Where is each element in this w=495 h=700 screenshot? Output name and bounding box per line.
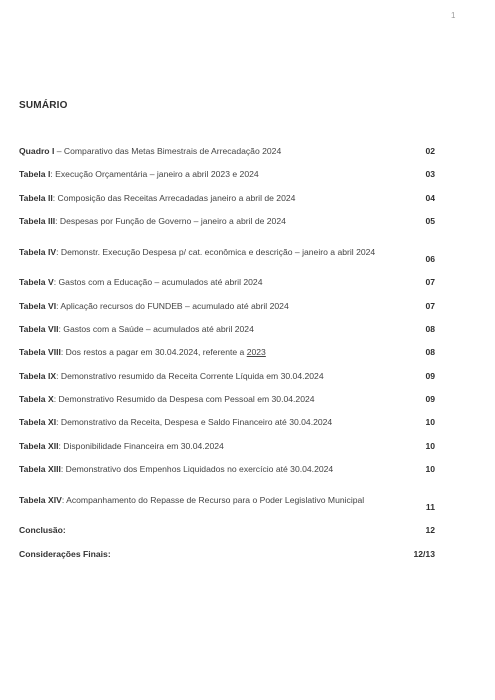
entry-text: : Disponibilidade Financeira em 30.04.2024 bbox=[58, 440, 224, 451]
entry-label: Tabela VIII bbox=[19, 347, 61, 358]
entry-text: : Composição das Receitas Arrecadadas janeiro a abril de 2024 bbox=[52, 192, 296, 203]
entry-page: 09 bbox=[425, 393, 435, 404]
entry-label: Tabela V bbox=[19, 277, 54, 288]
entry-label: Tabela II bbox=[19, 192, 53, 203]
toc-entry-tabela-4 bbox=[19, 239, 439, 265]
entry-label: Conclusão: bbox=[19, 525, 66, 536]
entry-text: : Gastos com a Saúde – acumulados até abril 2024 bbox=[58, 324, 254, 335]
entry-page: 04 bbox=[425, 192, 435, 203]
entry-text: : Demonstrativo resumido da Receita Corrente Líquida em 30.04.2024 bbox=[56, 370, 324, 381]
entry-label: Tabela IV bbox=[19, 247, 57, 258]
toc-entry-tabela-14 bbox=[19, 487, 439, 513]
toc-entry-tabela-11 bbox=[19, 417, 439, 428]
entry-label: Tabela IX bbox=[19, 370, 57, 381]
table-of-contents bbox=[19, 146, 439, 572]
entry-page: 08 bbox=[425, 347, 435, 358]
toc-entry-tabela-1 bbox=[19, 169, 439, 180]
toc-entry-tabela-8 bbox=[19, 347, 439, 358]
entry-label: Tabela VI bbox=[19, 300, 57, 311]
page-title: SUMÁRIO bbox=[19, 100, 68, 111]
entry-underlined-year: 2023 bbox=[246, 347, 266, 358]
entry-text: : Acompanhamento do Repasse de Recurso para o Poder Legislativo Municipal bbox=[61, 495, 365, 506]
toc-entry-tabela-12 bbox=[19, 441, 439, 452]
entry-text: : Execução Orçamentária – janeiro a abril 2023 e 2024 bbox=[50, 169, 259, 180]
page-number: 1 bbox=[451, 11, 456, 20]
entry-label: Tabela XIV bbox=[19, 495, 62, 506]
entry-page: 12 bbox=[425, 525, 435, 536]
entry-label: Tabela I bbox=[19, 169, 51, 180]
entry-text: : Demonstrativo dos Empenhos Liquidados no exercício até 30.04.2024 bbox=[60, 463, 334, 474]
entry-page: 10 bbox=[425, 463, 435, 474]
entry-page: 07 bbox=[425, 277, 435, 288]
entry-label: Tabela X bbox=[19, 393, 54, 404]
toc-entry-consideracoes-finais bbox=[19, 549, 439, 560]
entry-text: : Aplicação recursos do FUNDEB – acumulado até abril 2024 bbox=[56, 300, 289, 311]
entry-page: 05 bbox=[425, 215, 435, 226]
entry-text: : Demonstrativo da Receita, Despesa e Saldo Financeiro até 30.04.2024 bbox=[56, 417, 333, 428]
entry-page: 07 bbox=[425, 300, 435, 311]
entry-page: 10 bbox=[425, 440, 435, 451]
toc-entry-quadro-1 bbox=[19, 146, 439, 157]
entry-page: 09 bbox=[425, 370, 435, 381]
entry-text: : Despesas por Função de Governo – janeiro a abril de 2024 bbox=[55, 215, 286, 226]
entry-label: Tabela XII bbox=[19, 440, 59, 451]
toc-entry-conclusao bbox=[19, 525, 439, 536]
entry-label: Tabela III bbox=[19, 215, 56, 226]
entry-page: 06 bbox=[425, 254, 435, 265]
entry-text: : Demonstr. Execução Despesa p/ cat. econômica e descrição – janeiro a abril 2024 bbox=[56, 247, 376, 258]
entry-label: Tabela XIII bbox=[19, 463, 61, 474]
entry-label: Tabela VII bbox=[19, 324, 59, 335]
entry-text: : Demonstrativo Resumido da Despesa com Pessoal em 30.04.2024 bbox=[53, 393, 315, 404]
toc-entry-tabela-7 bbox=[19, 324, 439, 335]
toc-entry-tabela-9 bbox=[19, 371, 439, 382]
entry-page: 10 bbox=[425, 417, 435, 428]
toc-entry-tabela-13 bbox=[19, 464, 439, 475]
entry-text: : Dos restos a pagar em 30.04.2024, referente a bbox=[60, 347, 247, 358]
toc-entry-tabela-6 bbox=[19, 301, 439, 312]
entry-text: : Gastos com a Educação – acumulados até abril 2024 bbox=[53, 277, 263, 288]
entry-label: Quadro I bbox=[19, 146, 55, 156]
entry-page: 03 bbox=[425, 169, 435, 180]
toc-entry-tabela-5 bbox=[19, 277, 439, 288]
entry-page: 08 bbox=[425, 324, 435, 335]
entry-label: Tabela XI bbox=[19, 417, 57, 428]
toc-entry-tabela-2 bbox=[19, 193, 439, 204]
entry-label: Considerações Finais: bbox=[19, 548, 111, 559]
toc-entry-tabela-3 bbox=[19, 216, 439, 227]
toc-entry-tabela-10 bbox=[19, 394, 439, 405]
entry-text: – Comparativo das Metas Bimestrais de Arrecadação 2024 bbox=[54, 146, 282, 156]
entry-page: 11 bbox=[425, 502, 435, 513]
entry-page: 12/13 bbox=[413, 548, 435, 559]
entry-page: 02 bbox=[425, 146, 435, 156]
